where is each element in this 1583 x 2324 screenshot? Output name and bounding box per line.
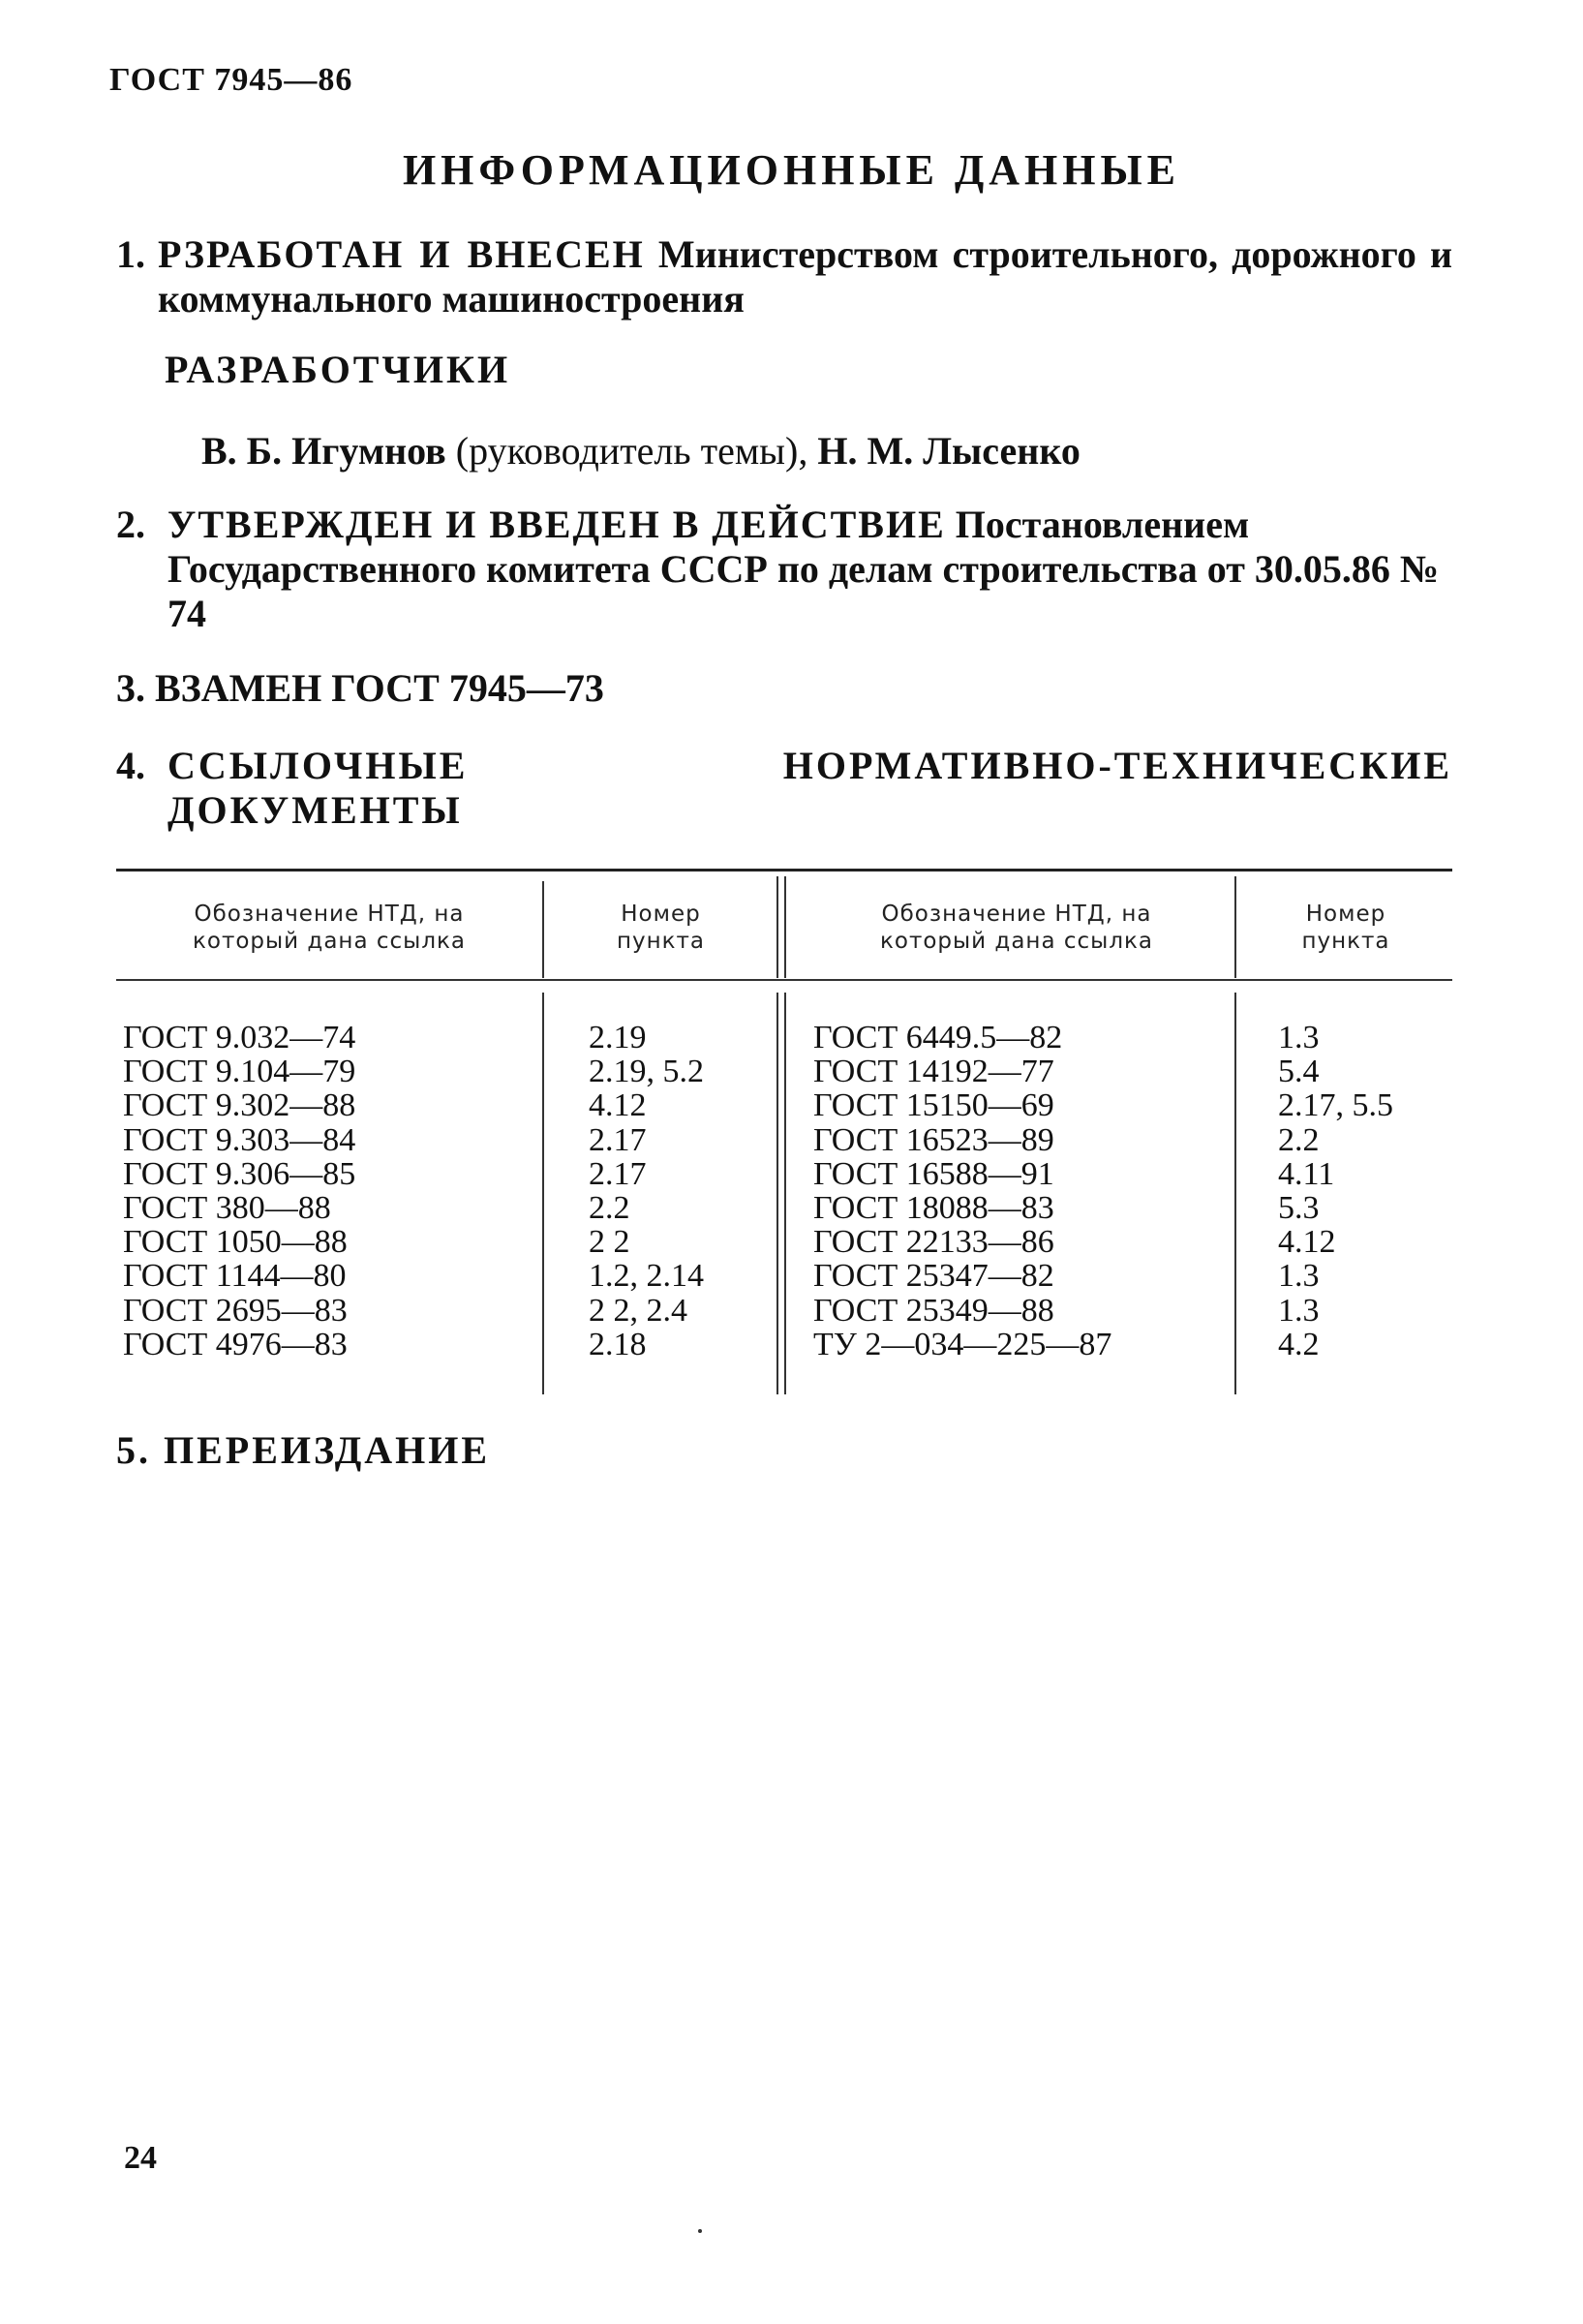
developer-1-name: В. Б. Игумнов: [201, 429, 446, 473]
table-cell: ГОСТ 9.104—79: [123, 1054, 356, 1090]
table-cell: ГОСТ 6449.5—82: [813, 1020, 1063, 1055]
table-cell: ГОСТ 15150—69: [813, 1087, 1054, 1124]
table-header-rule: [116, 979, 1452, 981]
table-header-point: Номер пункта: [1301, 902, 1390, 954]
table-cell: ГОСТ 1050—88: [123, 1224, 348, 1261]
table-cell: ГОСТ 18088—83: [813, 1190, 1054, 1227]
item-5: [116, 1428, 490, 1473]
table-cell: 2.19: [589, 1020, 647, 1055]
item-1-body: [158, 232, 1452, 321]
table-cell: 2.17, 5.5: [1278, 1087, 1393, 1124]
scan-speck: [698, 2229, 702, 2233]
table-cell: ГОСТ 9.306—85: [123, 1155, 356, 1192]
table-cell: ГОСТ 4976—83: [123, 1326, 348, 1362]
table-cell: 2 2, 2.4: [589, 1292, 687, 1329]
item-4-number: 4.: [116, 744, 145, 787]
table-cell: 4.2: [1278, 1326, 1320, 1362]
table-cell: ГОСТ 9.303—84: [123, 1121, 356, 1158]
table-divider: [1234, 993, 1236, 1394]
table-divider: [542, 993, 544, 1394]
developer-1-role: (руководитель темы),: [455, 429, 808, 473]
table-cell: ГОСТ 2695—83: [123, 1292, 348, 1329]
item-1-number: 1.: [116, 232, 145, 276]
table-column-right-points: [1278, 1021, 1393, 1361]
table-divider: [776, 876, 778, 978]
table-cell: ГОСТ 16588—91: [813, 1155, 1054, 1192]
table-cell: 2.2: [589, 1190, 630, 1227]
developer-2-name: Н. М. Лысенко: [817, 429, 1081, 473]
item-3-text: ВЗАМЕН ГОСТ 7945—73: [155, 666, 604, 710]
table-cell: 1.2, 2.14: [589, 1258, 704, 1295]
developers-heading: РАЗРАБОТЧИКИ: [165, 348, 511, 391]
table-cell: 4.12: [1278, 1224, 1336, 1261]
table-cell: ТУ 2—034—225—87: [813, 1326, 1112, 1362]
table-column-right-docs: [813, 1021, 1111, 1361]
document-header: ГОСТ 7945—86: [109, 62, 353, 98]
page-number: 24: [124, 2140, 157, 2176]
table-cell: 5.4: [1278, 1054, 1320, 1090]
table-cell: ГОСТ 16523—89: [813, 1121, 1054, 1158]
developers-names: [201, 428, 1081, 474]
table-cell: ГОСТ 25347—82: [813, 1258, 1054, 1295]
item-2-text: Постановлением Государственного комитета СССР по делам строительства от 30.05.86 № 74: [167, 503, 1440, 635]
item-5-number: 5.: [116, 1428, 151, 1472]
table-cell: ГОСТ 22133—86: [813, 1224, 1054, 1261]
table-cell: 2.17: [589, 1155, 647, 1192]
page-title: ИНФОРМАЦИОННЫЕ ДАННЫЕ: [402, 146, 1181, 194]
item-2-label: УТВЕРЖДЕН И ВВЕДЕН В ДЕЙСТВИЕ: [167, 503, 946, 546]
table-cell: 2 2: [589, 1224, 630, 1261]
table-cell: ГОСТ 25349—88: [813, 1292, 1054, 1329]
item-5-text: ПЕРЕИЗДАНИЕ: [164, 1428, 491, 1472]
table-cell: 4.11: [1278, 1155, 1335, 1192]
table-header-point: Номер пункта: [616, 902, 706, 954]
table-column-left-docs: [123, 1021, 355, 1361]
table-cell: 1.3: [1278, 1020, 1320, 1055]
item-2-body: [167, 503, 1452, 636]
table-column-left-points: [589, 1021, 704, 1361]
table-cell: ГОСТ 9.032—74: [123, 1020, 356, 1055]
item-3: [116, 666, 604, 711]
table-cell: 4.12: [589, 1087, 647, 1124]
table-top-rule: [116, 869, 1452, 872]
item-3-number: 3.: [116, 666, 145, 710]
table-cell: 2.2: [1278, 1121, 1320, 1158]
table-cell: ГОСТ 1144—80: [123, 1258, 347, 1295]
item-1-text: Министерством строительного, дорожного и коммунального машиностроения: [158, 232, 1453, 321]
table-cell: 2.18: [589, 1326, 647, 1362]
table-cell: ГОСТ 380—88: [123, 1190, 331, 1227]
table-cell: 2.19, 5.2: [589, 1054, 704, 1090]
table-cell: 1.3: [1278, 1258, 1320, 1295]
table-divider: [1234, 876, 1236, 978]
table-cell: 1.3: [1278, 1292, 1320, 1329]
table-cell: 2.17: [589, 1121, 647, 1158]
item-4-text: ССЫЛОЧНЫЕ НОРМАТИВНО-ТЕХНИЧЕСКИЕ ДОКУМЕНТЫ: [167, 744, 1452, 832]
table-cell: 5.3: [1278, 1190, 1320, 1227]
table-divider: [776, 993, 778, 1394]
table-header-doc: Обозначение НТД, на который дана ссылка: [879, 902, 1154, 954]
item-2-number: 2.: [116, 503, 145, 546]
table-divider: [542, 881, 544, 978]
table-divider: [784, 876, 786, 978]
table-cell: ГОСТ 9.302—88: [123, 1087, 356, 1124]
table-header-doc: Обозначение НТД, на который дана ссылка: [192, 902, 467, 954]
table-divider: [784, 993, 786, 1394]
item-1-label: РЗРАБОТАН И ВНЕСЕН: [158, 232, 645, 276]
table-cell: ГОСТ 14192—77: [813, 1054, 1054, 1090]
